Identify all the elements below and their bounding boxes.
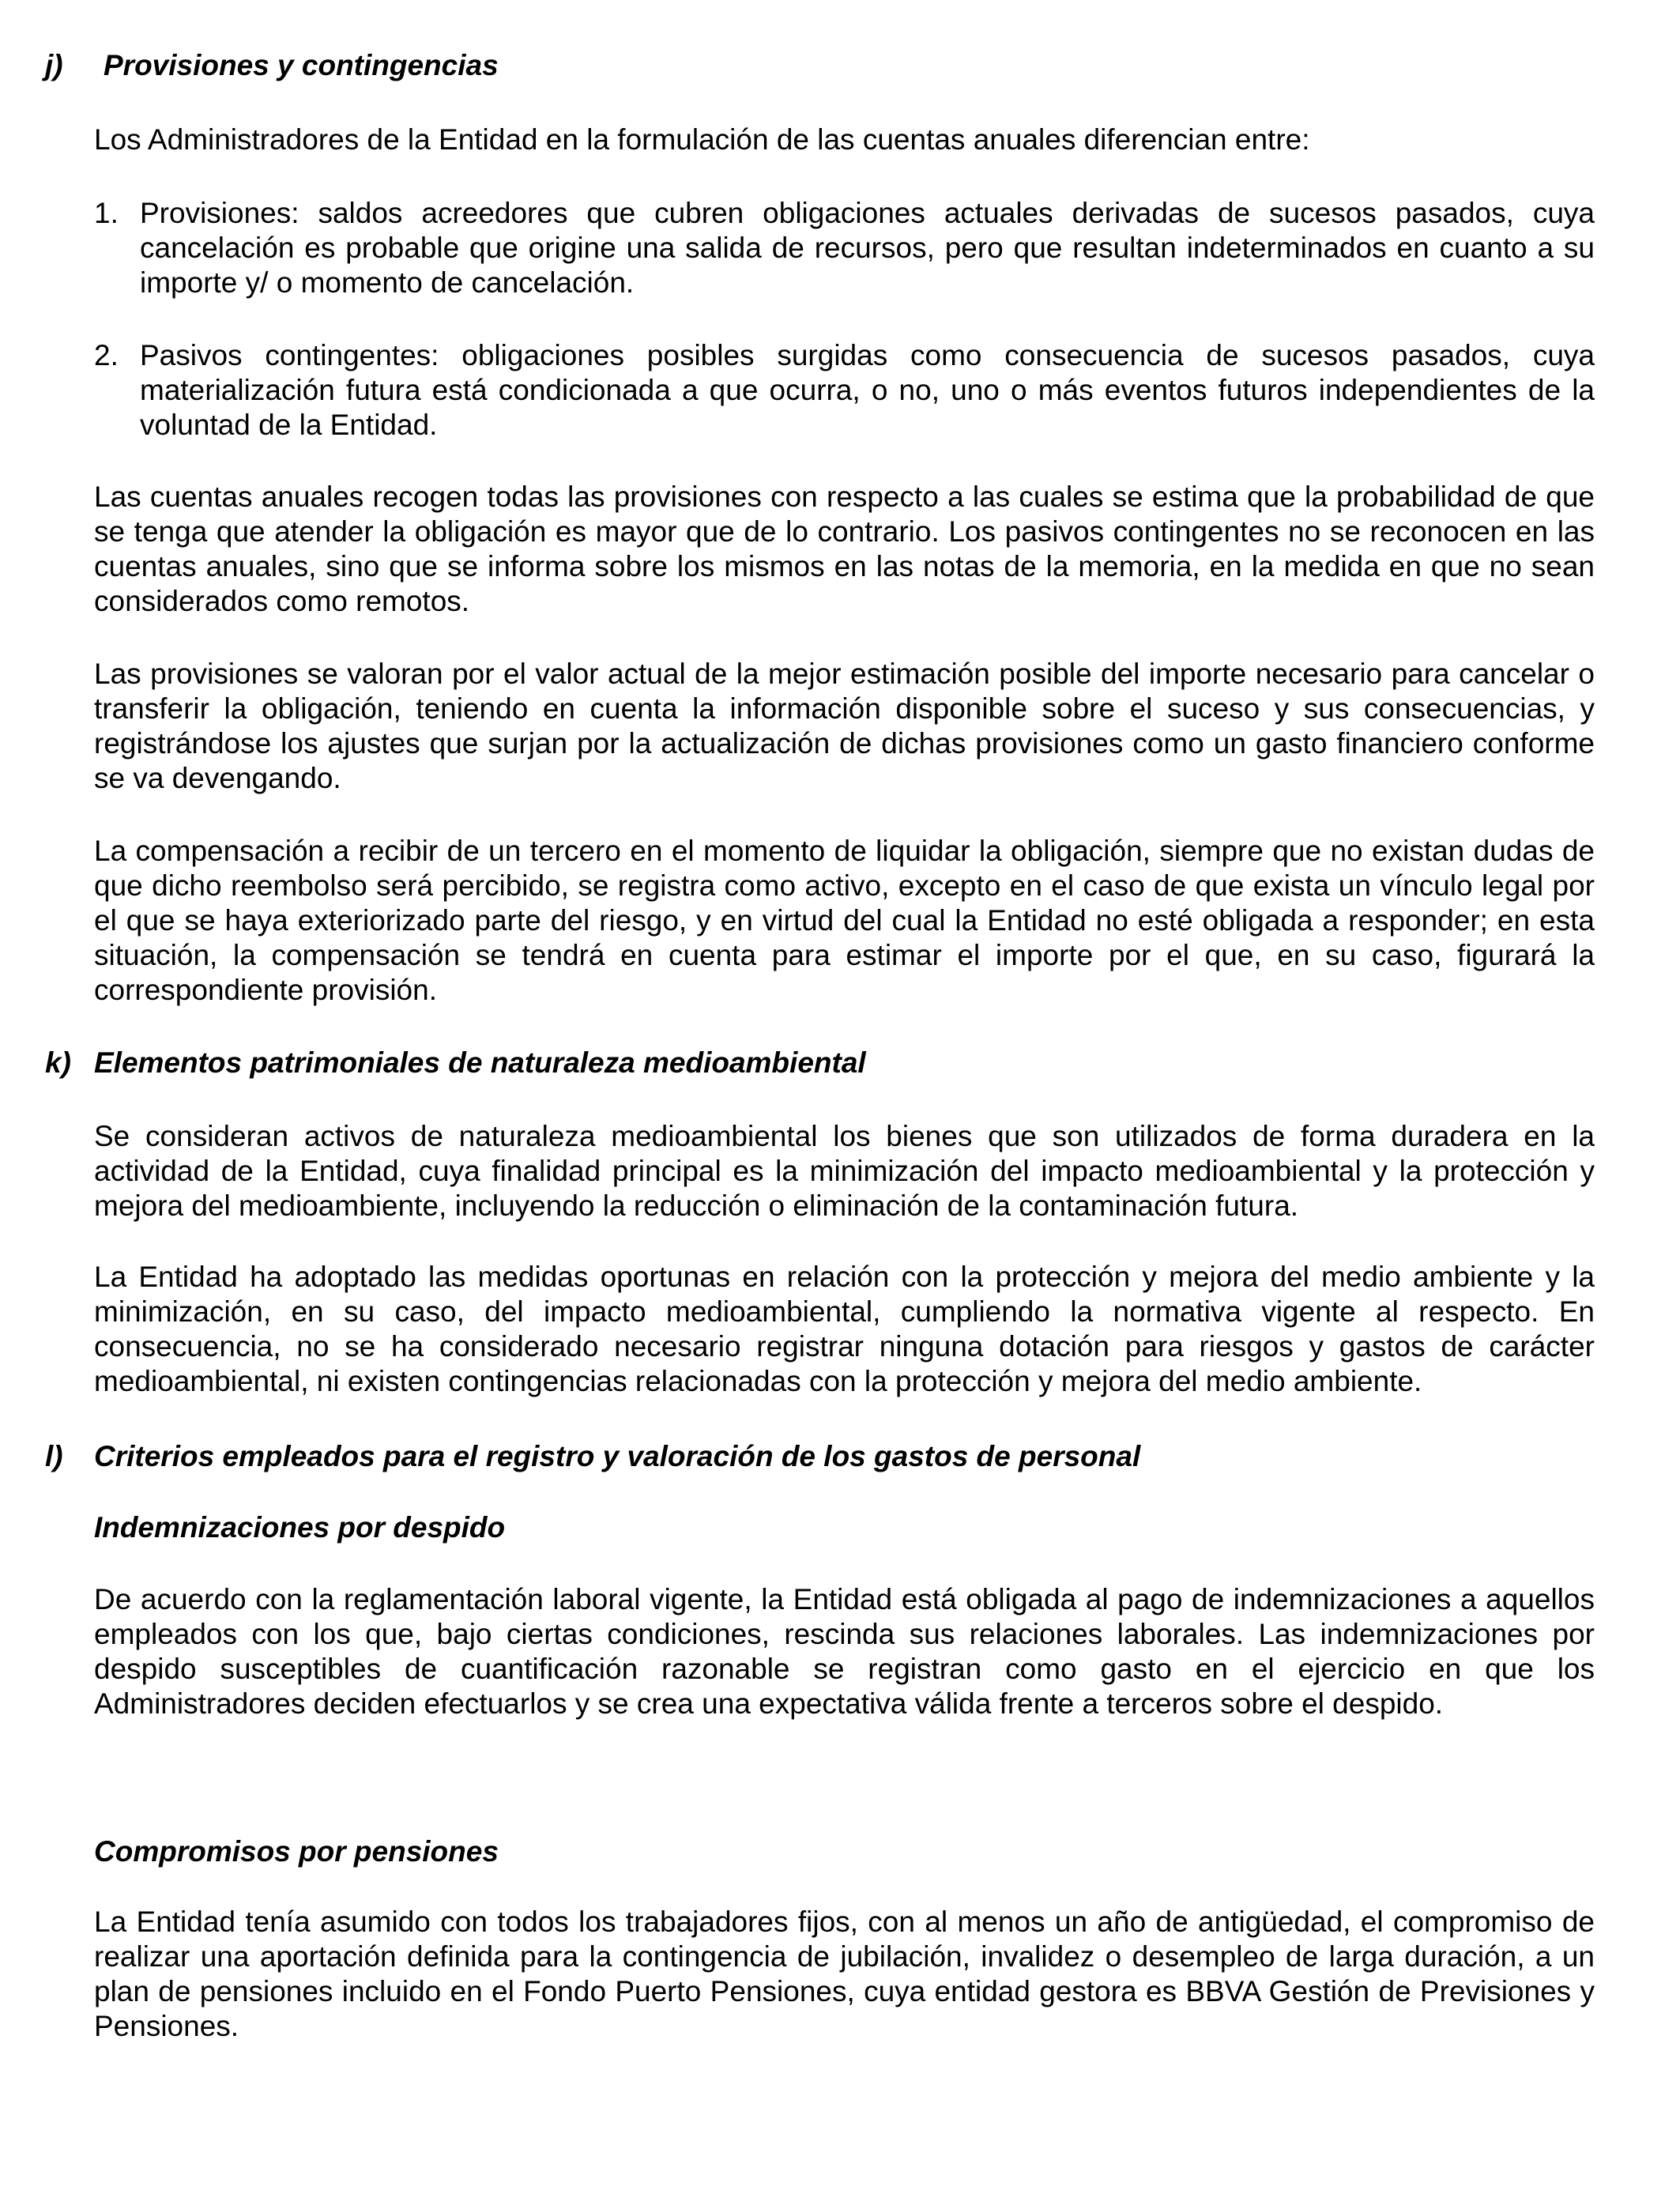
subheading-compromisos-pensiones: Compromisos por pensiones (94, 1835, 499, 1868)
section-k-paragraph-2: La Entidad ha adoptado las medidas oportunas en relación con la protección y mejora del medio ambiente y la minimización, en su caso, del impacto medioambiental, cumpliendo la normativa vigente al respecto. En consecuencia, no se ha considerado necesario registrar ninguna dotación para riesgos y gastos de carácter medioambiental, ni existen contingencias relacionadas con la protección y mejora del medio ambiente. (94, 1261, 1595, 1397)
list-item-text: Provisiones: saldos acreedores que cubren obligaciones actuales derivadas de sucesos pasados, cuya cancelación es probable que origine una salida de recursos, pero que resultan indeterminados en cuanto a su importe y/ o momento de cancelación. (140, 197, 1595, 299)
section-j-paragraph-1: Las cuentas anuales recogen todas las provisiones con respecto a las cuales se estima que la probabilidad de que se tenga que atender la obligación es mayor que de lo contrario. Los pasivos contingentes no se reconocen en las cuentas anuales, sino que se informa sobre los mismos en las notas de la memoria, en la medida en que no sean considerados como remotos. (94, 481, 1595, 617)
subheading-indemnizaciones: Indemnizaciones por despido (94, 1511, 506, 1544)
section-l-title: Criterios empleados para el registro y valoración de los gastos de personal (94, 1440, 1141, 1472)
section-k-heading (45, 1046, 1594, 1080)
indemnizaciones-paragraph: De acuerdo con la reglamentación laboral vigente, la Entidad está obligada al pago de indemnizaciones a aquellos empleados con los que, bajo ciertas condiciones, rescinda sus relaciones laborales. Las indemnizaciones por despido susceptibles de cuantificación razonable se registran como gasto en el ejercicio en que los Administradores deciden efectuarlos y se crea una expectativa válida frente a terceros sobre el despido. (94, 1583, 1595, 1720)
list-item-pasivos-contingentes (94, 338, 1595, 443)
section-l-heading (45, 1439, 1594, 1474)
list-item-provisiones (94, 196, 1595, 300)
section-j-paragraph-2: Las provisiones se valoran por el valor actual de la mejor estimación posible del importe necesario para cancelar o transferir la obligación, teniendo en cuenta la información disponible sobre el suceso y sus consecuencias, y registrándose los ajustes que surjan por la actualización de dichas provisiones como un gasto financiero conforme se va devengando. (94, 658, 1595, 794)
section-j-intro: Los Administradores de la Entidad en la formulación de las cuentas anuales diferencian entre: (94, 123, 1310, 156)
section-j-letter: j) (45, 49, 63, 81)
section-k-paragraph-1: Se consideran activos de naturaleza medioambiental los bienes que son utilizados de forma duradera en la actividad de la Entidad, cuya finalidad principal es la minimización del impacto medioambiental y la protección y mejora del medioambiente, incluyendo la reducción o eliminación de la contaminación futura. (94, 1120, 1595, 1222)
section-l-letter: l) (45, 1440, 63, 1472)
list-item-number: 1. (94, 197, 119, 229)
section-j-paragraph-3: La compensación a recibir de un tercero en el momento de liquidar la obligación, siempre que no existan dudas de que dicho reembolso será percibido, se registra como activo, excepto en el caso de que exista un vínculo legal por el que se haya exteriorizado parte del riesgo, y en virtud del cual la Entidad no esté obligada a responder; en esta situación, la compensación se tendrá en cuenta para estimar el importe por el que, en su caso, figurará la correspondiente provisión. (94, 835, 1595, 1006)
section-j-heading (45, 48, 1594, 83)
list-item-number: 2. (94, 339, 119, 371)
list-item-text: Pasivos contingentes: obligaciones posibles surgidas como consecuencia de sucesos pasados, cuya materialización futura está condicionada a que ocurra, o no, uno o más eventos futuros independientes de la voluntad de la Entidad. (140, 339, 1595, 441)
section-k-letter: k) (45, 1046, 71, 1079)
section-k-title: Elementos patrimoniales de naturaleza medioambiental (94, 1046, 866, 1079)
compromisos-pensiones-paragraph: La Entidad tenía asumido con todos los trabajadores fijos, con al menos un año de antigüedad, el compromiso de realizar una aportación definida para la contingencia de jubilación, invalidez o desempleo de larga duración, a un plan de pensiones incluido en el Fondo Puerto Pensiones, cuya entidad gestora es BBVA Gestión de Previsiones y Pensiones. (94, 1906, 1595, 2042)
section-j-title: Provisiones y contingencias (104, 49, 499, 81)
